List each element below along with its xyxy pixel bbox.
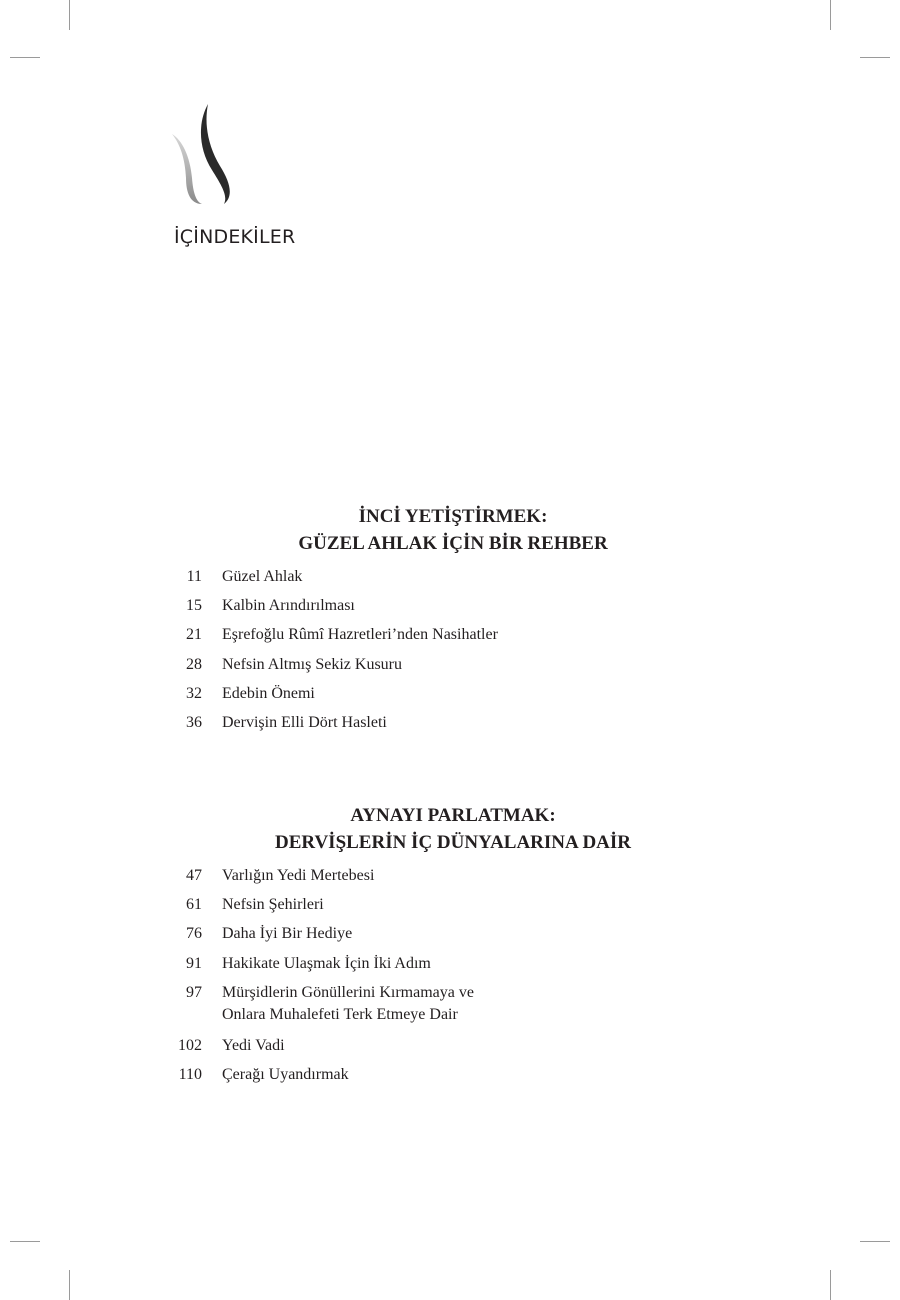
- section-heading-line: GÜZEL AHLAK İÇİN BİR REHBER: [298, 533, 608, 554]
- calligraphy-logo-icon: [168, 100, 238, 206]
- toc-page-number: 32: [186, 684, 202, 702]
- toc-page-number: 91: [186, 954, 202, 972]
- toc-entry[interactable]: [0, 595, 900, 624]
- toc-page-number: 28: [186, 655, 202, 673]
- toc-entry[interactable]: [0, 566, 900, 595]
- toc-entry-title: Kalbin Arındırılması: [222, 597, 355, 615]
- toc-page-number: 102: [178, 1036, 202, 1054]
- crop-mark-right-bottom: [860, 1241, 890, 1242]
- toc-page-number: 21: [186, 626, 202, 644]
- section-heading-line: İNCİ YETİŞTİRMEK:: [358, 506, 548, 527]
- toc-entry-list: [0, 865, 900, 1093]
- toc-entry[interactable]: [0, 865, 900, 894]
- toc-entry-title-line: Onlara Muhalefeti Terk Etmeye Dair: [222, 1005, 458, 1023]
- toc-entry-title: Çerağı Uyandırmak: [222, 1065, 349, 1083]
- toc-entry-title: Nefsin Altmış Sekiz Kusuru: [222, 655, 402, 673]
- toc-entry[interactable]: [0, 712, 900, 741]
- toc-entry[interactable]: [0, 683, 900, 712]
- toc-entry[interactable]: [0, 923, 900, 952]
- toc-entry-title: Edebin Önemi: [222, 684, 315, 702]
- toc-entry-title: Dervişin Elli Dört Hasleti: [222, 713, 387, 731]
- toc-section-1: [0, 503, 900, 741]
- toc-entry-title: Varlığın Yedi Mertebesi: [222, 867, 375, 884]
- toc-page-number: 47: [186, 867, 202, 884]
- crop-mark-right-top: [860, 57, 890, 58]
- toc-entry[interactable]: [0, 894, 900, 923]
- toc-page-number: 61: [186, 896, 202, 914]
- crop-mark-left-bottom: [10, 1241, 40, 1242]
- crop-mark-left-top: [10, 57, 40, 58]
- toc-entry-title-line: Mürşidlerin Gönüllerini Kırmamaya ve: [222, 983, 474, 1001]
- toc-entry-title: Daha İyi Bir Hediye: [222, 925, 353, 943]
- section-heading-line: AYNAYI PARLATMAK:: [350, 805, 556, 826]
- crop-mark-top-left: [69, 0, 70, 30]
- toc-section-2: [0, 802, 900, 1093]
- toc-page-number: 76: [186, 925, 202, 943]
- toc-entry[interactable]: [0, 624, 900, 653]
- toc-page-number: 97: [186, 983, 202, 1001]
- section-heading: [0, 503, 900, 557]
- toc-entry[interactable]: [0, 953, 900, 982]
- toc-entry[interactable]: [0, 1064, 900, 1093]
- section-heading: [0, 802, 900, 856]
- toc-entry-title: Hakikate Ulaşmak İçin İki Adım: [222, 954, 431, 972]
- toc-entry-title: Nefsin Şehirleri: [222, 896, 324, 914]
- page-title: İÇİNDEKİLER: [174, 226, 296, 248]
- toc-entry-title: [222, 982, 642, 1026]
- toc-page-number: 110: [178, 1065, 202, 1083]
- toc-entry[interactable]: [0, 654, 900, 683]
- crop-mark-bottom-left: [69, 1270, 70, 1300]
- toc-page-number: 36: [186, 713, 202, 731]
- toc-entry-title: Güzel Ahlak: [222, 568, 303, 585]
- toc-entry-list: [0, 566, 900, 741]
- crop-mark-bottom-right: [830, 1270, 831, 1300]
- toc-entry[interactable]: [0, 1035, 900, 1064]
- toc-entry-title: Yedi Vadi: [222, 1036, 285, 1054]
- toc-entry-title: Eşrefoğlu Rûmî Hazretleri’nden Nasihatler: [222, 626, 498, 644]
- toc-page-number: 15: [186, 597, 202, 615]
- section-heading-line: DERVİŞLERİN İÇ DÜNYALARINA DAİR: [275, 832, 631, 853]
- toc-page-number: 11: [186, 568, 202, 585]
- toc-entry[interactable]: [0, 982, 900, 1035]
- crop-mark-top-right: [830, 0, 831, 30]
